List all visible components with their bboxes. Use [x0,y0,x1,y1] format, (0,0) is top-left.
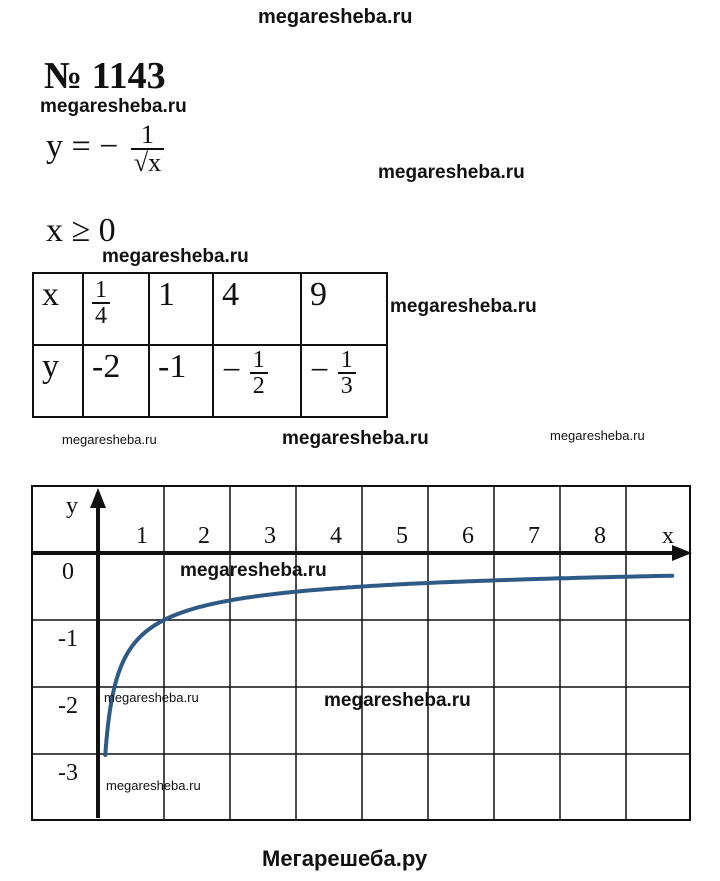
watermark: megaresheba.ru [378,162,525,183]
y-tick-label: -3 [58,760,78,786]
graph-grid [32,486,690,820]
watermark: megaresheba.ru [102,246,249,267]
y-tick-label: -1 [58,626,78,652]
x-tick-label: 4 [330,523,342,549]
grid-border [32,486,690,820]
equation-lhs: y = − [46,127,119,165]
cell-numerator: 1 [252,347,265,373]
cell-numerator: 1 [340,347,353,373]
table-cell-x3: 4 [213,273,301,345]
cell-denominator: 4 [92,302,110,328]
table-cell-x4: 9 [301,273,387,345]
y-axis-arrow [90,488,106,508]
table-cell-y2: -1 [149,345,213,417]
table-cell-x2: 1 [149,273,213,345]
watermark: megaresheba.ru [324,690,471,711]
function-curve [105,576,672,755]
equation-numerator: 1 [141,120,154,149]
watermark: megaresheba.ru [282,428,429,449]
watermark-bottom: Мегарешеба.ру [262,846,428,871]
table-header-x: x [33,273,83,345]
cell-denominator: 3 [338,372,356,398]
x-axis-label: x [662,523,674,549]
x-tick-label: 1 [136,523,148,549]
domain-condition: x ≥ 0 [46,212,116,249]
problem-number: № 1143 [44,55,166,97]
graph-labels [58,493,674,786]
table-cell-y1: -2 [83,345,149,417]
x-tick-label: 3 [264,523,276,549]
x-tick-label: 8 [594,523,606,549]
watermark: megaresheba.ru [550,428,645,443]
cell-sign: − [310,351,330,389]
cell-numerator: 1 [95,277,107,303]
x-tick-label: 2 [198,523,210,549]
watermark: megaresheba.ru [104,690,199,705]
table-header-y: y [33,345,83,417]
watermark: megaresheba.ru [40,96,187,117]
x-tick-label: 6 [462,523,474,549]
watermark: megaresheba.ru [180,560,327,581]
x-tick-label: 7 [528,523,540,549]
cell-sign: − [222,351,242,389]
watermark: megaresheba.ru [390,296,537,317]
watermark-top: megaresheba.ru [258,6,413,28]
watermark: megaresheba.ru [62,432,157,447]
watermark: megaresheba.ru [106,778,201,793]
x-tick-label: 5 [396,523,408,549]
equation-denominator: √x [131,148,164,176]
y-tick-label: 0 [62,559,74,585]
y-tick-label: -2 [58,693,78,719]
y-axis-label: y [66,493,78,519]
cell-denominator: 2 [250,372,268,398]
